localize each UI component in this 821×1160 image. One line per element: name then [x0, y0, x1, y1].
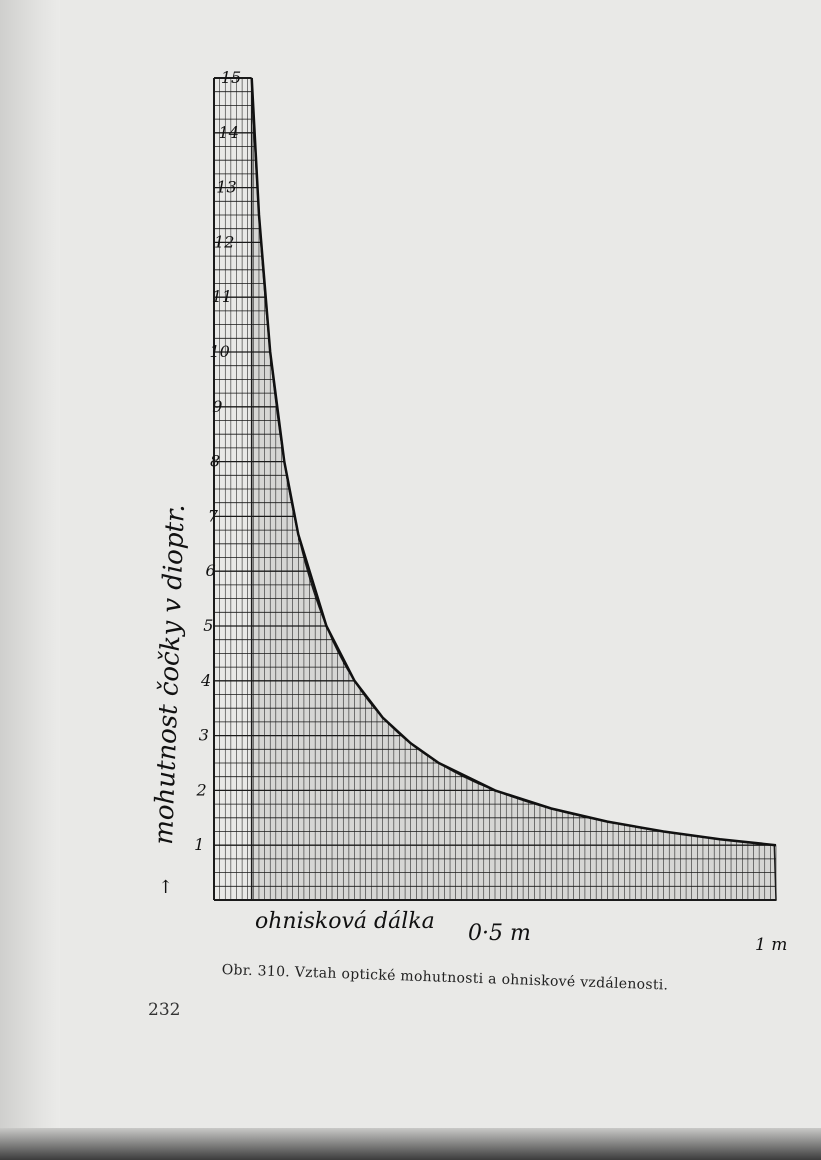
y-tick-label: 14 [218, 122, 239, 142]
y-tick-label: 2 [196, 780, 207, 800]
x-tick-label-one-meter: 1 m [755, 935, 788, 955]
y-tick-label: 3 [198, 725, 209, 745]
page-bottom-shadow [0, 1128, 821, 1160]
hatched-area [211, 78, 776, 900]
figure-caption: Obr. 310. Vztah optické mohutnosti a ohniskové vzdálenosti. [221, 962, 669, 994]
y-tick-label: 9 [212, 396, 223, 416]
y-tick-label: 1 [194, 835, 205, 855]
y-tick-label: 13 [216, 177, 237, 197]
y-axis-label: mohutnost čočky v dioptr. [149, 503, 191, 846]
y-tick-label: 15 [220, 68, 242, 87]
y-tick-label: 6 [205, 561, 216, 581]
y-tick-label: 8 [210, 451, 221, 471]
y-tick-label: 5 [203, 616, 214, 635]
x-tick-label-half-meter: 0·5 m [468, 921, 531, 946]
y-axis-arrow: ↑ [158, 877, 174, 898]
y-tick-label: 4 [200, 670, 212, 690]
page-number: 232 [148, 1000, 181, 1020]
y-tick-label: 7 [207, 506, 218, 526]
y-tick-label: 11 [211, 287, 233, 307]
y-tick-label: 10 [209, 342, 230, 361]
y-tick-label: 12 [214, 232, 235, 252]
x-axis-label: ohnisková dálka [255, 909, 435, 934]
